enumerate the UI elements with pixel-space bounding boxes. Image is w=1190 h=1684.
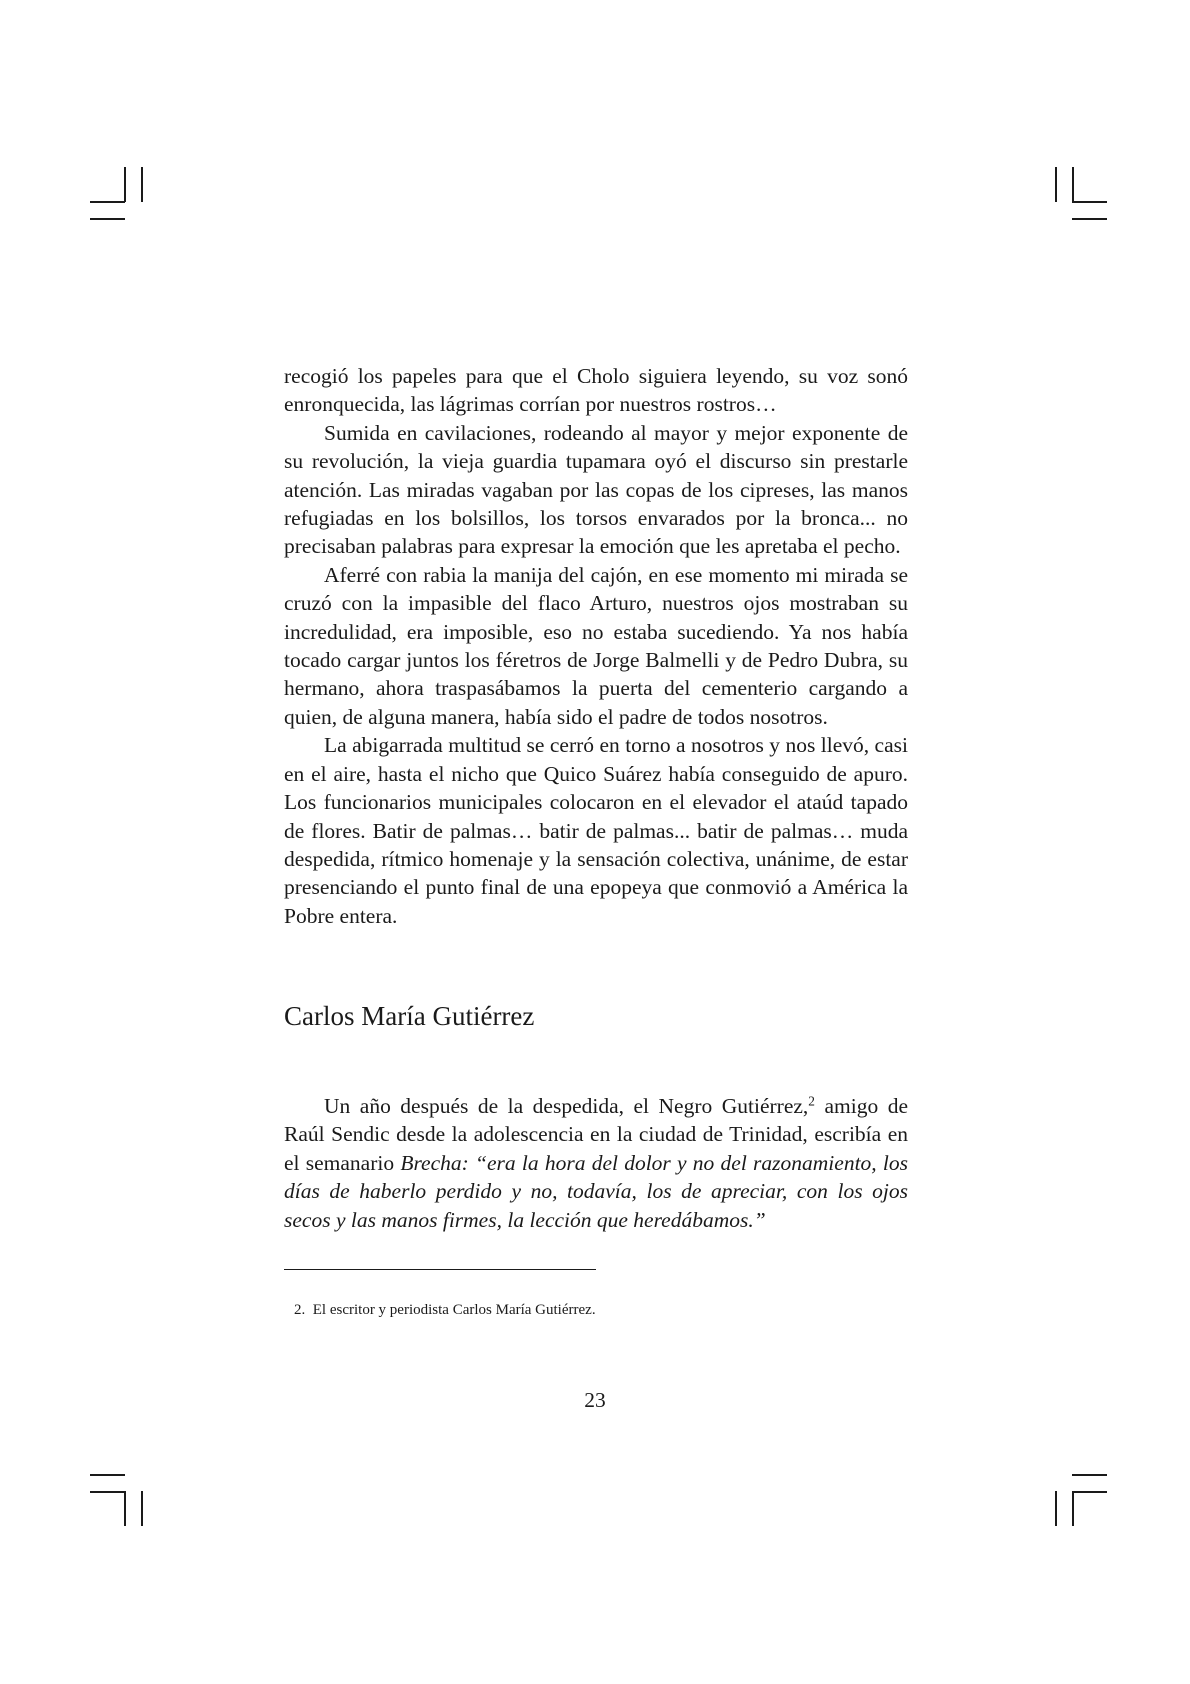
footnote-reference: 2: [808, 1093, 815, 1109]
footnote-number: 2.: [294, 1302, 306, 1318]
footnote-divider: [284, 1269, 596, 1270]
crop-mark-bottom-right-offset: [1072, 1474, 1107, 1476]
body-text: [284, 362, 908, 930]
crop-mark-top-right-horizontal: [1072, 201, 1107, 203]
crop-mark-bottom-left-vertical-inner: [124, 1491, 126, 1526]
crop-mark-bottom-right-horizontal: [1072, 1491, 1107, 1493]
footnote: [294, 1300, 908, 1320]
section-heading: Carlos María Gutiérrez: [284, 1001, 535, 1031]
crop-mark-top-left-horizontal: [90, 201, 125, 203]
footnote-text: El escritor y periodista Carlos María Gutiérrez.: [312, 1302, 596, 1318]
body-paragraph: recogió los papeles para que el Cholo siguiera leyendo, su voz sonó enronquecida, las lágrimas corrían por nuestros rostros…: [284, 364, 908, 417]
crop-mark-top-left-vertical-outer: [141, 167, 143, 202]
body-paragraph: Sumida en cavilaciones, rodeando al mayor y mejor exponente de su revolución, la vieja guardia tupamara oyó el discurso sin prestarle atención. Las miradas vagaban por las copas de los cipreses, las manos refugiadas en los bolsillos, los torsos envarados por la bronca... no precisaban palabras para expresar la emoción que les apretaba el pecho.: [284, 420, 908, 559]
crop-mark-bottom-left-horizontal: [90, 1491, 125, 1493]
section-paragraph-middle: amigo de Raúl Sendic desde la adolescencia en la ciudad de Trinidad, escribía en el semanario: [284, 1094, 908, 1175]
crop-mark-top-right-vertical-outer: [1055, 167, 1057, 202]
crop-mark-top-left-vertical-inner: [124, 167, 126, 202]
section-quote: “era la hora del dolor y no del razonamiento, los días de haberlo perdido y no, todavía, los de apreciar, con los ojos secos y las manos firmes, la lección que heredábamos.”: [284, 1150, 908, 1232]
crop-mark-bottom-left-offset: [90, 1474, 125, 1476]
section-paragraph: [284, 1092, 908, 1234]
section-paragraph-lead: Un año después de la despedida, el Negro Gutiérrez,: [324, 1094, 809, 1118]
crop-mark-top-left-offset: [90, 218, 125, 220]
crop-mark-bottom-right-vertical-inner: [1072, 1491, 1074, 1526]
page-number: 23: [584, 1388, 606, 1412]
body-paragraph: Aferré con rabia la manija del cajón, en ese momento mi mirada se cruzó con la impasible del flaco Arturo, nuestros ojos mostraban su incredulidad, era imposible, eso no estaba sucediendo. Ya nos había tocado cargar juntos los féretros de Jorge Balmelli y de Pedro Dubra, su hermano, ahora traspasábamos la puerta del cementerio cargando a quien, de alguna manera, había sido el padre de todos nosotros.: [284, 562, 908, 729]
publication-name: Brecha:: [400, 1150, 469, 1175]
crop-mark-bottom-right-vertical-outer: [1055, 1491, 1057, 1526]
crop-mark-top-right-offset: [1072, 218, 1107, 220]
crop-mark-bottom-left-vertical-outer: [141, 1491, 143, 1526]
section-text: [284, 1092, 908, 1234]
crop-mark-top-right-vertical-inner: [1072, 167, 1074, 202]
body-paragraph: La abigarrada multitud se cerró en torno a nosotros y nos llevó, casi en el aire, hasta el nicho que Quico Suárez había conseguido de apuro. Los funcionarios municipales colocaron en el elevador el ataúd tapado de flores. Batir de palmas… batir de palmas... batir de palmas… muda despedida, rítmico homenaje y la sensación colectiva, unánime, de estar presenciando el punto final de una epopeya que conmovió a América la Pobre entera.: [284, 733, 908, 928]
